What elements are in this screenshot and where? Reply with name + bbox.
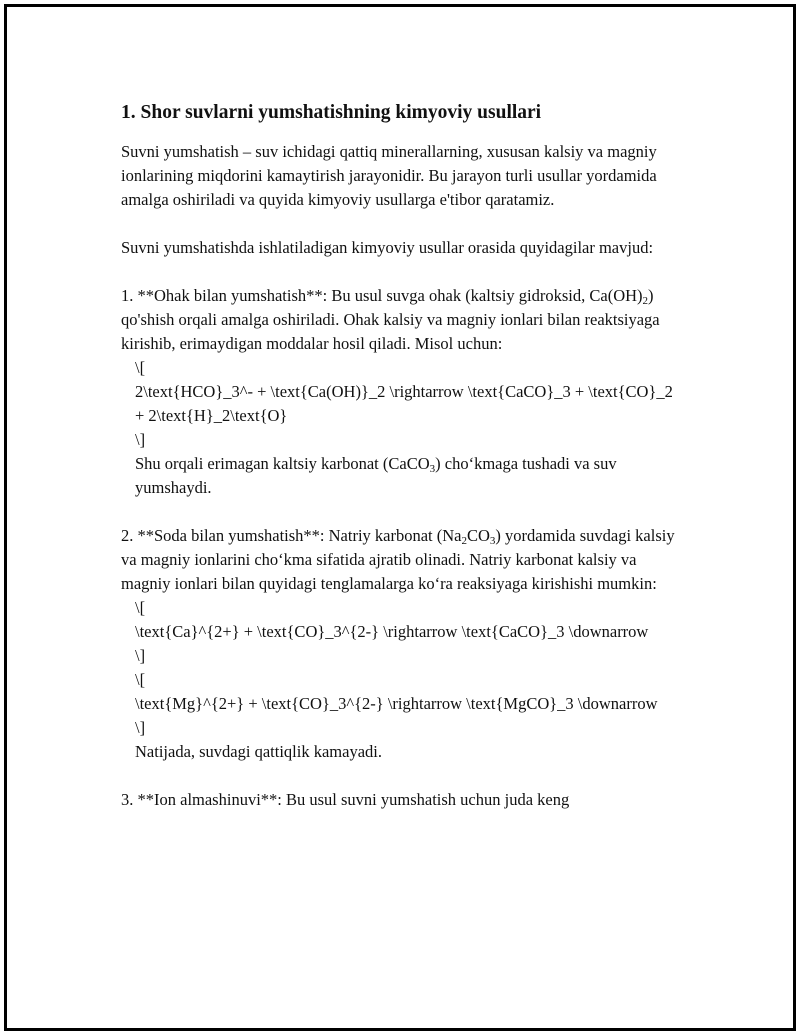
item1-result: Shu orqali erimagan kaltsiy karbonat (CaCO$_3$) cho‘kmaga tushadi va suv yumshaydi. [135,454,617,497]
item1-formula: 2\text{HCO}_3^- + \text{Ca(OH)}_2 \rightarrow \text{CaCO}_3 + \text{CO}_2 + 2\text{H}_2\text{O} [135,382,673,425]
section-heading: 1. Shor suvlarni yumshatishning kimyoviy usullari [121,102,542,123]
item2-result: Natijada, suvdagi qattiqlik kamayadi. [135,742,382,761]
list-item-1 [121,284,681,500]
list-item-2 [121,524,681,764]
formula-close-delimiter: \] [135,718,146,737]
formula-open-delimiter: \[ [135,670,146,689]
formula-open-delimiter: \[ [135,358,146,377]
item2-description: 2. **Soda bilan yumshatish**: Natriy karbonat $(Na_2CO_3)$ yordamida suvdagi kalsiy va magniy ionlarini cho‘kma sifatida ajratib olinadi. Natriy karbonat kalsiy va magniy ionlari bilan quyidagi tenglamalarga ko‘ra reaksiyaga kirishishi mumkin: [121,526,675,593]
document-body [121,100,681,812]
item2-formula-calcium: \text{Ca}^{2+} + \text{CO}_3^{2-} \rightarrow \text{CaCO}_3 \downarrow [135,622,649,641]
item1-description: 1. **Ohak bilan yumshatish**: Bu usul suvga ohak (kaltsiy gidroksid, $Ca(OH)_2$) qo'shish orqali amalga oshiriladi. Ohak kalsiy va magniy ionlari bilan reaktsiyaga kirishib, erimaydigan moddalar hosil qiladi. Misol uchun: [121,286,660,353]
item2-formula-magnesium: \text{Mg}^{2+} + \text{CO}_3^{2-} \rightarrow \text{MgCO}_3 \downarrow [135,694,658,713]
formula-close-delimiter: \] [135,430,146,449]
list-item-3: 3. **Ion almashinuvi**: Bu usul suvni yumshatish uchun juda keng [121,790,570,809]
formula-open-delimiter: \[ [135,598,146,617]
intro-paragraph: Suvni yumshatish – suv ichidagi qattiq minerallarning, xususan kalsiy va magniy ionlarining miqdorini kamaytirish jarayonidir. Bu jarayon turli usullar yordamida amalga oshiriladi va quyida kimyoviy usullarga e'tibor qaratamiz. [121,142,657,209]
lead-paragraph: Suvni yumshatishda ishlatiladigan kimyoviy usullar orasida quyidagilar mavjud: [121,238,654,257]
formula-close-delimiter: \] [135,646,146,665]
page-frame [4,4,796,1031]
